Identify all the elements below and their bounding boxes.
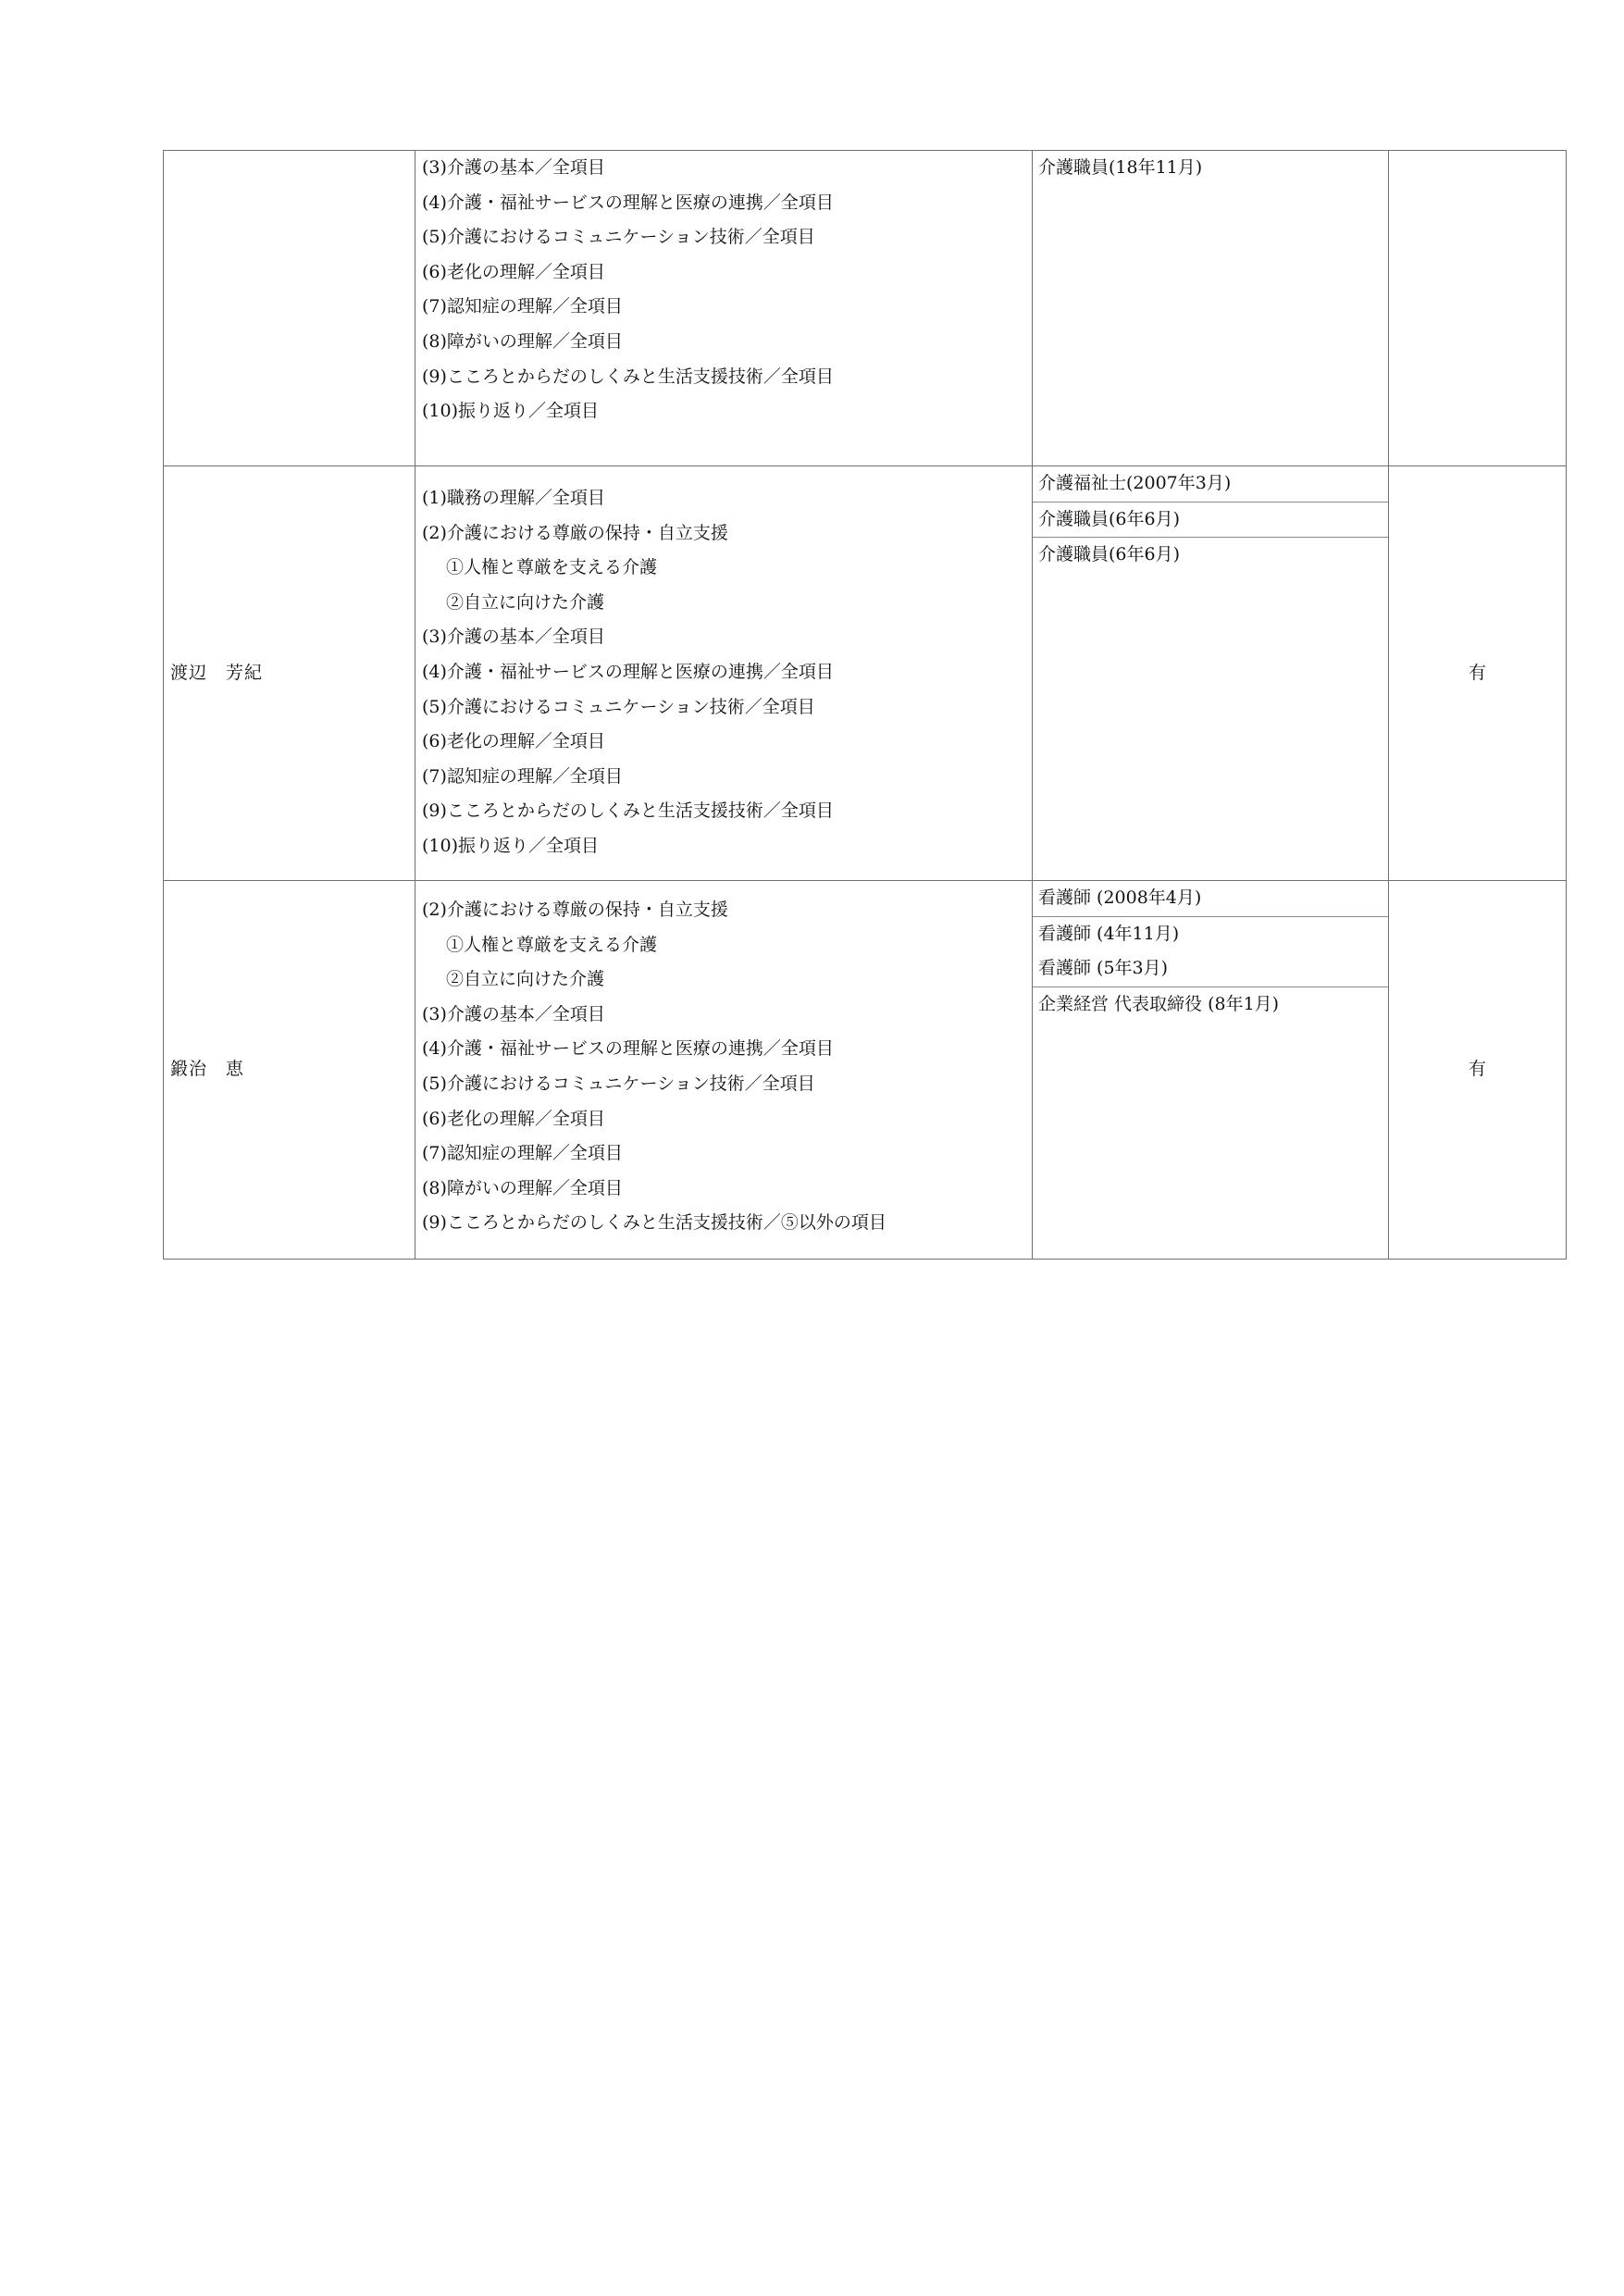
experience-flag-cell [1389, 466, 1567, 881]
qualification-group [1033, 917, 1388, 987]
subject-subitem: ①人権と尊厳を支える介護 [446, 557, 658, 578]
experience-flag-cell [1389, 881, 1567, 1260]
subject-item: (9)こころとからだのしくみと生活支援技術／全項目 [422, 800, 834, 822]
instructor-name: 渡辺 芳紀 [170, 662, 264, 683]
instructor-name-cell [164, 151, 415, 466]
subject-item: (3)介護の基本／全項目 [422, 1003, 605, 1024]
subject-item: (6)老化の理解／全項目 [422, 1108, 605, 1129]
subject-item: (2)介護における尊厳の保持・自立支援 [422, 522, 728, 543]
subject-item: (7)認知症の理解／全項目 [422, 296, 623, 317]
table-row [164, 151, 1567, 466]
qualification-group [1033, 503, 1388, 539]
instructor-table [163, 150, 1567, 1260]
experience-flag-cell [1389, 151, 1567, 466]
subject-item: (10)振り返り／全項目 [422, 835, 600, 856]
qualification-group [1033, 151, 1388, 186]
instructor-name-cell [164, 466, 415, 881]
subject-item: (6)老化の理解／全項目 [422, 261, 605, 282]
subject-subitem: ②自立に向けた介護 [446, 969, 605, 990]
subjects-cell [415, 151, 1033, 466]
subject-item: (9)こころとからだのしくみと生活支援技術／⑤以外の項目 [422, 1212, 886, 1234]
qualifications-cell [1033, 881, 1389, 1260]
qualification-item: 介護職員(6年6月) [1038, 544, 1181, 565]
experience-flag: 有 [1468, 1059, 1486, 1080]
experience-flag: 有 [1468, 662, 1486, 683]
qualification-group [1033, 538, 1388, 573]
qualification-group [1033, 987, 1388, 1023]
subject-item: (3)介護の基本／全項目 [422, 157, 605, 178]
subject-item: (10)振り返り／全項目 [422, 401, 600, 422]
subject-item: (5)介護におけるコミュニケーション技術／全項目 [422, 227, 815, 248]
subject-item: (5)介護におけるコミュニケーション技術／全項目 [422, 1073, 815, 1094]
qualifications-cell [1033, 151, 1389, 466]
subject-item: (6)老化の理解／全項目 [422, 731, 605, 752]
qualification-group [1033, 881, 1388, 917]
qualification-group [1033, 466, 1388, 503]
table-row [164, 466, 1567, 881]
qualification-item: 介護職員(18年11月) [1038, 157, 1203, 178]
qualification-item: 介護職員(6年6月) [1038, 508, 1181, 529]
subject-item: (7)認知症の理解／全項目 [422, 765, 623, 787]
subject-subitem: ②自立に向けた介護 [446, 591, 605, 613]
subject-item: (2)介護における尊厳の保持・自立支援 [422, 900, 728, 920]
subject-item: (9)こころとからだのしくみと生活支援技術／全項目 [422, 366, 834, 387]
qualification-item: 介護福祉士(2007年3月) [1038, 473, 1232, 493]
subject-item: (8)障がいの理解／全項目 [422, 330, 623, 352]
subject-item: (4)介護・福祉サービスの理解と医療の連携／全項目 [422, 192, 834, 213]
subject-item: (4)介護・福祉サービスの理解と医療の連携／全項目 [422, 661, 834, 682]
subject-item: (1)職務の理解／全項目 [422, 488, 605, 508]
instructor-name: 鍛治 恵 [170, 1059, 245, 1080]
subject-item: (4)介護・福祉サービスの理解と医療の連携／全項目 [422, 1038, 834, 1060]
instructor-name-cell [164, 881, 415, 1260]
subject-item: (8)障がいの理解／全項目 [422, 1177, 623, 1198]
subject-subitem: ①人権と尊厳を支える介護 [446, 934, 658, 955]
qualifications-cell [1033, 466, 1389, 881]
subject-item: (5)介護におけるコミュニケーション技術／全項目 [422, 696, 815, 717]
qualification-item: 看護師 (4年11月) [1038, 923, 1180, 944]
subject-item: (7)認知症の理解／全項目 [422, 1143, 623, 1164]
qualification-item: 企業経営 代表取締役 (8年1月) [1038, 993, 1280, 1014]
subjects-cell [415, 881, 1033, 1260]
table-body [164, 151, 1567, 1260]
qualification-item: 看護師 (5年3月) [1038, 958, 1169, 979]
qualification-item: 看護師 (2008年4月) [1038, 887, 1202, 908]
table-row [164, 881, 1567, 1260]
subjects-cell [415, 466, 1033, 881]
subject-item: (3)介護の基本／全項目 [422, 627, 605, 648]
